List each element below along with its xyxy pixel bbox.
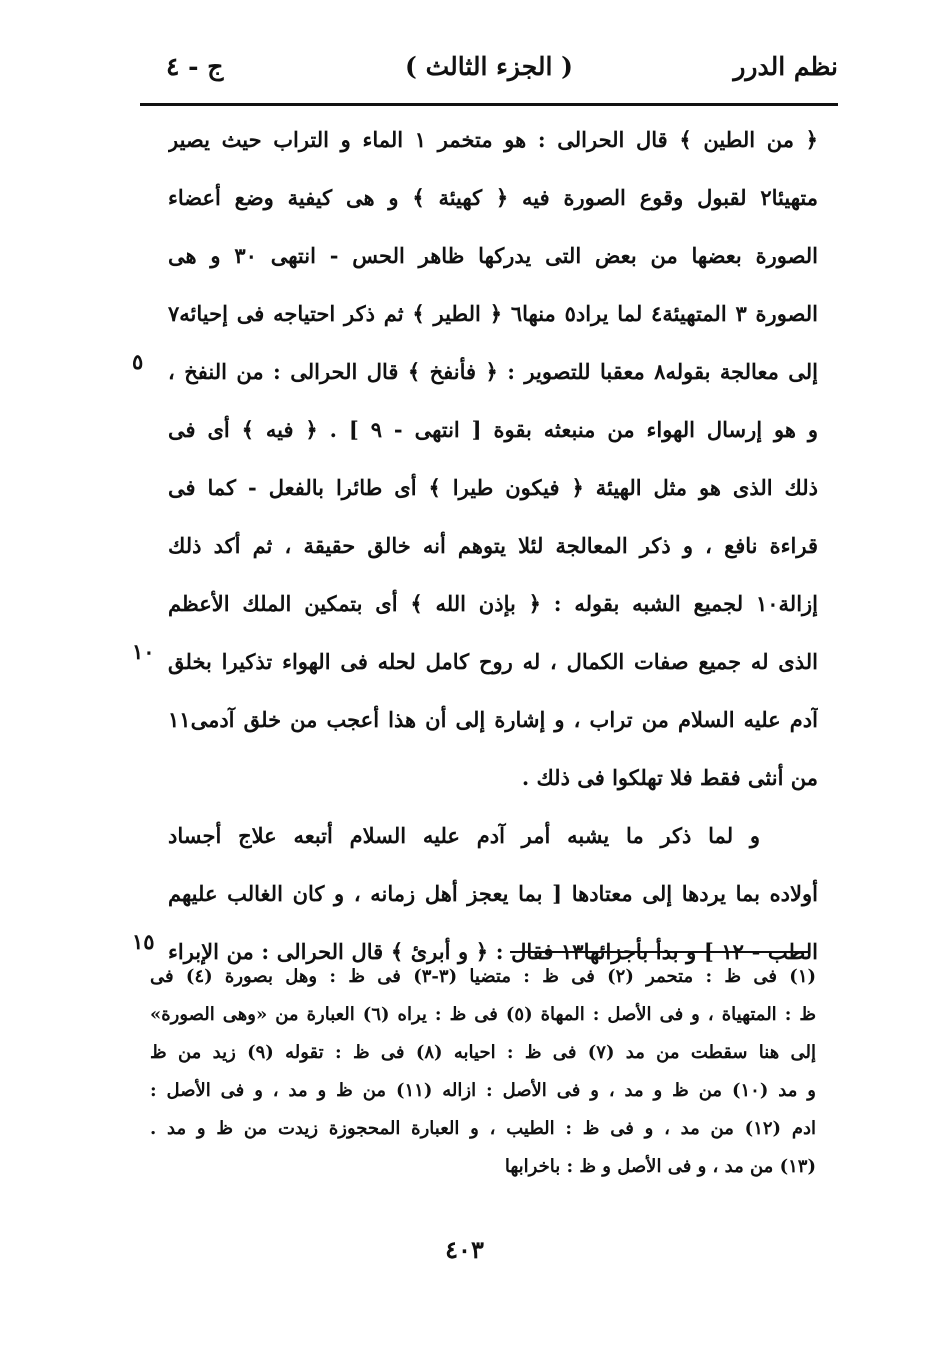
text-line: متهيئا٢ لقبول وقوع الصورة فيه ﴿ كهيئة ﴾ و هى كيفية وضع أعضاء (168, 185, 818, 210)
footnotes (150, 960, 816, 1188)
footnote-line: إلى هنا سقطت من مد (٧) فى ظ : احيابه (٨) فى ظ : تقوله (٩) زيد من ظ (150, 1042, 816, 1063)
text-line: و لما ذكر ما يشبه أمر آدم عليه السلام أتبعه علاج أجساد (168, 823, 760, 848)
footnote-line: و مد (١٠) من ظ و مد ، و فى الأصل : ازاله (١١) من ظ و مد ، و فى الأصل : (150, 1080, 816, 1101)
footnote-line: ادم (١٢) من مد ، و فى ظ : الطيب ، و العبارة المحجوزة زيدت من ظ و مد . (150, 1118, 816, 1139)
text-line: قراءة نافع ، و ذكر المعالجة لئلا يتوهم أنه خالق حقيقة ، ثم أكد ذلك (168, 533, 818, 558)
part-title: ( الجزء الثالث ) (405, 52, 573, 81)
page-number: ٤٠٣ (445, 1235, 484, 1264)
text-line: من أنثى فقط فلا تهلكوا فى ذلك . (521, 765, 818, 790)
volume-label: ج - ٤ (166, 52, 224, 81)
line-number: ١٠ (132, 639, 155, 664)
text-line: أولاده بما يردها إلى معتادها [ بما يعجز أهل زمانه ، و كان الغالب عليهم (168, 881, 818, 906)
book-title: نظم الدرر (733, 52, 838, 81)
line-number: ٥ (132, 349, 144, 374)
text-line: الصورة ٣ المتهيئة٤ لما يراد٥ منها٦ ﴿ الطير ﴾ ثم ذكر احتياجه فى إحيائه٧ (168, 301, 818, 326)
footnote-rule (510, 951, 810, 953)
footnote-line: (١) فى ظ : متحمر (٢) فى ظ : متضيا (٣-٣) فى ظ : وهل بصورة (٤) فى (150, 966, 816, 987)
text-line: الصورة بعضها من بعض التى يدركها ظاهر الحس - انتهى ٣٠ و هى (168, 243, 818, 268)
line-number: ١٥ (132, 929, 155, 954)
main-text (168, 118, 818, 988)
text-line: ﴿ من الطين ﴾ قال الحرالى : هو متخمر ١ الماء و التراب حيث يصير (168, 127, 818, 152)
text-line: آدم عليه السلام من تراب ، و إشارة إلى أن هذا أعجب من خلق آدمى١١ (168, 707, 818, 732)
footnote-line: (١٣) من مد ، و فى الأصل و ظ : باخرابها (504, 1156, 816, 1177)
text-line: ذلك الذى هو مثل الهيئة ﴿ فيكون طيرا ﴾ أى طائرا بالفعل - كما فى (168, 475, 818, 500)
running-header (140, 52, 838, 96)
text-line: إلى معالجة بقوله٨ معقبا للتصوير : ﴿ فأنفخ ﴾ قال الحرالى : من النفخ ، (168, 359, 818, 384)
text-line: الطب - ١٢ ] و بدأ بأجزائها١٣ فقال : ﴿ و أبرئ ﴾ قال الحرالى : من الإبراء (168, 939, 818, 964)
text-line: الذى له جميع صفات الكمال ، له روح كامل لحله فى الهواء تذكيرا بخلق (168, 649, 818, 674)
footnote-line: ظ : المتهياة ، و فى الأصل : المهاة (٥) فى ظ : يراه (٦) العبارة من «وهى الصورة» (150, 1004, 816, 1025)
header-rule (140, 103, 838, 106)
text-line: و هو إرسال الهواء من منبعثه بقوة [ انتهى - ٩ ] . ﴿ فيه ﴾ أى فى (168, 417, 818, 442)
text-line: إزالة١٠ لجميع الشبه بقوله : ﴿ بإذن الله ﴾ أى بتمكين الملك الأعظم (168, 591, 818, 616)
